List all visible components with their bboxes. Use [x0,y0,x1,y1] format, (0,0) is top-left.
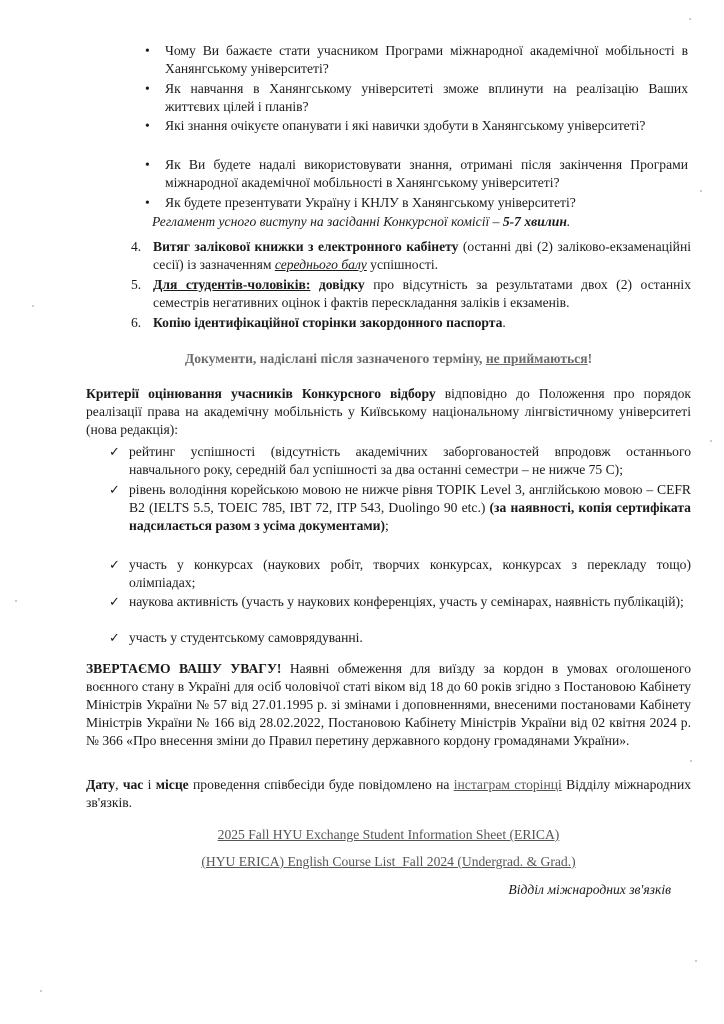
regulation-end: . [566,214,571,229]
question-item [145,156,688,192]
criteria-bold: (за наявності, копія сертифіката надсилається разом з усіма документами) [129,500,691,533]
criteria-text: участь у конкурсах (наукових робіт, творчих конкурсах, конкурсах з перекладу тощо) олімпіадах; [129,557,691,590]
question-item [145,80,688,116]
numbered-item-4 [131,238,691,274]
interview-text-end: Відділу міжнародних зв'язків. [86,777,692,810]
scan-speck [15,600,17,602]
criteria-title: Критерії оцінювання учасників Конкурсного відбору [86,386,436,401]
item-bold: довідку [310,277,365,292]
criteria-text: рівень володіння корейською мовою не нижче рівня TOPIK Level 3, англійською мовою – CEFR B2 (IELTS 5.5, TOEIC 785, IBT 72, ITP 543, Duolingo 90 etc.) [129,482,691,515]
attention-paragraph [86,660,691,750]
scan-speck [32,305,34,307]
item-number: 5. [131,277,142,292]
link-line [86,853,691,871]
item-text-end: успішності. [366,257,439,272]
attention-text: Наявні обмеження для виїзду за кордон в умовах оголошеного воєнного стану в Україні для осіб чоловічої статі віком від 18 до 60 років згідно з Постановою Кабінету Міністрів України № 57 від 27.01.1995 р. зі змінами і доповненнями, внесеними постановами Кабінету Міністрів України № 166 від 28.02.2022, Постановою Кабінету Міністрів України від 02 квітня 2024 р. № 366 «Про внесення зміни до Правил перетину державного кордону громадянами України». [86,661,691,748]
criteria-text: рейтинг успішності (відсутність академічних заборгованостей впродовж останнього навчального року, середній бал успішності за два останні семестри – не нижче 75 С); [129,444,691,477]
signature: Відділ міжнародних зв'язків [508,882,671,897]
item-bold-underlined: Для студентів-чоловіків: [153,277,311,292]
criteria-text: наукова активність (участь у наукових конференціях, участь у семінарах, наявність публікацій); [129,594,684,609]
question-text: Як навчання в Ханянгському університеті зможе вплинути на реалізацію Ваших життєвих цілей і планів? [165,81,688,114]
deadline-notice [86,350,691,368]
criteria-text: участь у студентському самоврядуванні. [129,630,363,645]
bullet-icon: • [145,195,150,210]
interview-time: час [122,777,144,792]
deadline-end: ! [587,351,593,366]
item-bold: Витяг залікової книжки з електронного кабінету [153,239,459,254]
link-line [86,826,691,844]
scan-speck [710,440,712,442]
interview-text: проведення співбесіди буде повідомлено на [188,777,454,792]
scan-speck [700,190,702,192]
attention-title: ЗВЕРТАЄМО ВАШУ УВАГУ! [86,661,282,676]
numbered-item-5 [131,276,691,312]
deadline-underlined: не приймаються [485,351,588,366]
item-number: 4. [131,239,142,254]
criteria-item [109,593,691,611]
criteria-end: ; [384,518,389,533]
numbered-item-6 [131,314,691,332]
scan-speck [40,990,42,992]
bullet-icon: • [145,157,150,172]
interview-date: Дату [86,777,116,792]
scan-speck [690,760,692,762]
separator: , [115,777,123,792]
item-text: (останні дві (2) заліково-екзаменаційні сесії) із зазначенням [153,239,691,272]
regulation-time: 5-7 хвилин [502,214,567,229]
bullet-icon: • [145,118,150,133]
regulation-note [152,213,692,231]
criteria-item [109,556,691,592]
criteria-item [109,629,691,647]
checkmark-icon: ✓ [109,482,120,497]
criteria-item [109,481,691,535]
question-item [145,194,688,212]
info-sheet-link[interactable]: 2025 Fall HYU Exchange Student Information Sheet (ERICA) [217,827,560,842]
course-list-link[interactable]: (HYU ERICA) English Course List_Fall 2024 (Undergrad. & Grad.) [201,854,576,869]
bullet-icon: • [145,81,150,96]
separator: і [143,777,156,792]
question-item [145,117,688,135]
question-item [145,42,688,78]
criteria-intro-text: відповідно до Положення про порядок реалізації права на академічну мобільність у Київському національному лінгвістичному університеті (нова редакція): [86,386,692,437]
bullet-icon: • [145,43,150,58]
question-text: Які знання очікуєте опанувати і які навички здобути в Ханянгському університеті? [165,118,646,133]
item-number: 6. [131,315,142,330]
deadline-text: Документи, надіслані після зазначеного терміну, [184,351,486,366]
criteria-item [109,443,691,479]
question-text: Як будете презентувати Україну і КНЛУ в Ханянгському університеті? [165,195,576,210]
instagram-link[interactable]: інстаграм сторінці [453,777,562,792]
checkmark-icon: ✓ [109,557,120,572]
item-bold: Копію ідентифікаційної сторінки закордонного паспорта [153,315,503,330]
interview-place: місце [155,777,189,792]
scan-speck [689,18,691,20]
scan-speck [695,960,697,962]
checkmark-icon: ✓ [109,594,120,609]
item-text: про відсутність за результатами двох (2) останніх семестрів негативних оцінок і фактів перескладання заліків і екзаменів. [153,277,691,310]
question-text: Чому Ви бажаєте стати учасником Програми міжнародної академічної мобільності в Ханянгському університеті? [165,43,688,76]
question-text: Як Ви будете надалі використовувати знання, отримані після закінчення Програми міжнародної академічної мобільності в Ханянгському університеті? [165,157,688,190]
interview-paragraph [86,776,691,812]
checkmark-icon: ✓ [109,630,120,645]
regulation-text: Регламент усного виступу на засіданні Конкурсної комісії – [152,214,503,229]
item-underlined: середнього балу [274,257,367,272]
checkmark-icon: ✓ [109,444,120,459]
criteria-intro [86,385,691,439]
item-text: . [502,315,506,330]
